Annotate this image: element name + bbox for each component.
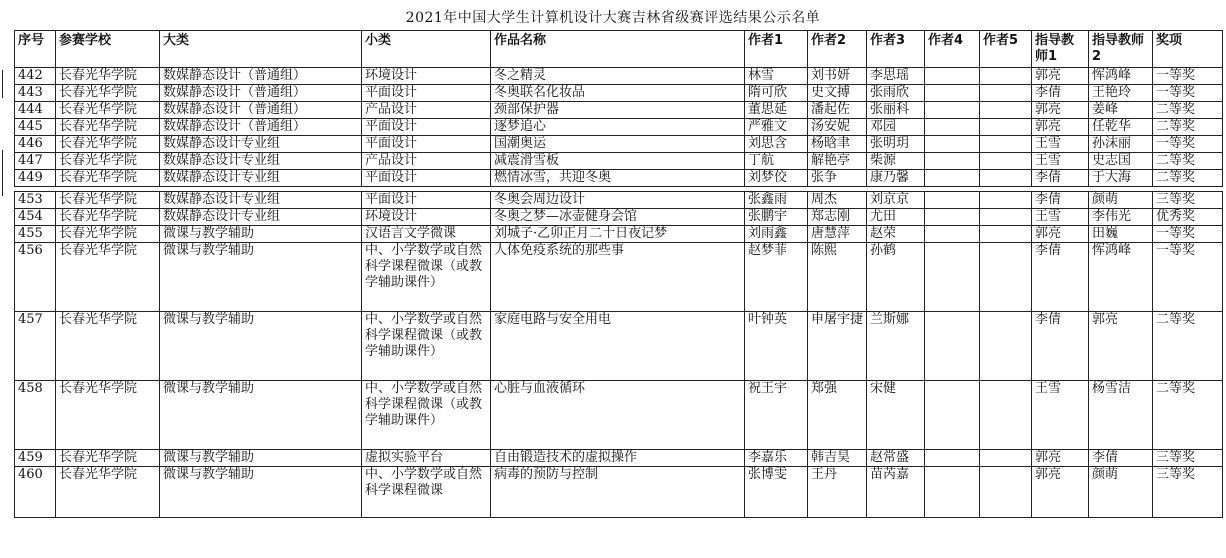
cell-author-5 (980, 119, 1032, 136)
cell-advisor-2: 史志国 (1089, 153, 1153, 170)
cell-author-2: 张争 (808, 170, 867, 187)
cell-advisor-2: 于大海 (1089, 170, 1153, 187)
edge-mark (2, 70, 3, 98)
cell-author-4 (925, 119, 980, 136)
cell-index: 454 (15, 209, 56, 226)
col-header: 作品名称 (491, 31, 745, 68)
cell-index: 459 (15, 450, 56, 467)
cell-author-3: 柴源 (867, 153, 925, 170)
table-row (15, 226, 1223, 243)
cell-award: 二等奖 (1153, 170, 1223, 187)
cell-subcategory: 中、小学数学或自然科学课程微课（或教学辅助课件） (362, 312, 491, 381)
cell-author-4 (925, 192, 980, 209)
cell-award: 三等奖 (1153, 450, 1223, 467)
cell-author-2: 韩吉昊 (808, 450, 867, 467)
cell-category: 微课与教学辅助 (160, 312, 362, 381)
cell-advisor-2: 颜萌 (1089, 467, 1153, 518)
table-row (15, 381, 1223, 450)
cell-award: 二等奖 (1153, 119, 1223, 136)
cell-category: 数媒静态设计（普通组） (160, 102, 362, 119)
cell-school: 长春光华学院 (56, 68, 160, 85)
cell-author-3: 宋健 (867, 381, 925, 450)
results-table (14, 30, 1223, 518)
cell-work-title: 燃情冰雪，共迎冬奥 (491, 170, 745, 187)
table-row (15, 85, 1223, 102)
cell-work-title: 冬奥会周边设计 (491, 192, 745, 209)
cell-category: 微课与教学辅助 (160, 381, 362, 450)
cell-author-4 (925, 381, 980, 450)
cell-author-1: 刘梦佼 (745, 170, 808, 187)
cell-author-5 (980, 85, 1032, 102)
col-header: 指导教师2 (1089, 31, 1153, 68)
cell-advisor-1: 李倩 (1032, 192, 1089, 209)
cell-category: 数媒静态设计专业组 (160, 170, 362, 187)
cell-author-2: 杨晗聿 (808, 136, 867, 153)
cell-author-1: 刘思含 (745, 136, 808, 153)
cell-author-5 (980, 102, 1032, 119)
cell-author-4 (925, 170, 980, 187)
cell-author-3: 孙鹤 (867, 243, 925, 312)
cell-author-1: 李嘉乐 (745, 450, 808, 467)
cell-advisor-1: 李倩 (1032, 170, 1089, 187)
cell-author-1: 严雅文 (745, 119, 808, 136)
cell-category: 微课与教学辅助 (160, 226, 362, 243)
cell-category: 数媒静态设计专业组 (160, 192, 362, 209)
cell-index: 449 (15, 170, 56, 187)
cell-subcategory: 平面设计 (362, 136, 491, 153)
cell-advisor-2: 王艳玲 (1089, 85, 1153, 102)
cell-advisor-1: 王雪 (1032, 209, 1089, 226)
cell-author-2: 解艳亭 (808, 153, 867, 170)
cell-author-1: 张鹏宇 (745, 209, 808, 226)
cell-subcategory: 汉语言文学微课 (362, 226, 491, 243)
cell-author-2: 周杰 (808, 192, 867, 209)
cell-work-title: 国潮奥运 (491, 136, 745, 153)
cell-author-4 (925, 450, 980, 467)
edge-mark (2, 150, 3, 196)
cell-author-5 (980, 209, 1032, 226)
cell-award: 一等奖 (1153, 85, 1223, 102)
col-header: 奖项 (1153, 31, 1223, 68)
cell-author-5 (980, 226, 1032, 243)
cell-award: 二等奖 (1153, 102, 1223, 119)
cell-author-3: 赵荣 (867, 226, 925, 243)
cell-category: 数媒静态设计（普通组） (160, 68, 362, 85)
cell-author-2: 郑强 (808, 381, 867, 450)
cell-index: 445 (15, 119, 56, 136)
cell-author-4 (925, 153, 980, 170)
cell-category: 数媒静态设计专业组 (160, 136, 362, 153)
cell-author-4 (925, 467, 980, 518)
cell-award: 一等奖 (1153, 136, 1223, 153)
cell-category: 数媒静态设计专业组 (160, 153, 362, 170)
cell-advisor-1: 王雪 (1032, 381, 1089, 450)
cell-subcategory: 环境设计 (362, 209, 491, 226)
cell-author-4 (925, 85, 980, 102)
cell-author-2: 申屠宇捷 (808, 312, 867, 381)
table-row (15, 192, 1223, 209)
cell-author-4 (925, 102, 980, 119)
cell-author-5 (980, 153, 1032, 170)
cell-award: 优秀奖 (1153, 209, 1223, 226)
cell-author-1: 丁航 (745, 153, 808, 170)
cell-school: 长春光华学院 (56, 102, 160, 119)
table-row (15, 119, 1223, 136)
cell-author-2: 潘起佐 (808, 102, 867, 119)
cell-author-5 (980, 136, 1032, 153)
cell-award: 三等奖 (1153, 467, 1223, 518)
cell-author-5 (980, 170, 1032, 187)
cell-author-4 (925, 136, 980, 153)
cell-subcategory: 平面设计 (362, 119, 491, 136)
page-title: 2021年中国大学生计算机设计大赛吉林省级赛评选结果公示名单 (405, 10, 821, 26)
cell-advisor-1: 王雪 (1032, 136, 1089, 153)
table-row (15, 467, 1223, 518)
cell-school: 长春光华学院 (56, 243, 160, 312)
cell-category: 数媒静态设计专业组 (160, 209, 362, 226)
cell-award: 二等奖 (1153, 381, 1223, 450)
cell-advisor-1: 王雪 (1032, 153, 1089, 170)
table-row (15, 209, 1223, 226)
cell-index: 443 (15, 85, 56, 102)
cell-advisor-1: 郭亮 (1032, 450, 1089, 467)
cell-category: 数媒静态设计（普通组） (160, 85, 362, 102)
cell-subcategory: 平面设计 (362, 192, 491, 209)
cell-author-1: 祝王宇 (745, 381, 808, 450)
cell-subcategory: 虚拟实验平台 (362, 450, 491, 467)
cell-subcategory: 产品设计 (362, 102, 491, 119)
cell-author-3: 张明玥 (867, 136, 925, 153)
cell-advisor-1: 李倩 (1032, 312, 1089, 381)
cell-index: 458 (15, 381, 56, 450)
cell-advisor-1: 李倩 (1032, 85, 1089, 102)
cell-work-title: 冬奥之梦—冰壶健身会馆 (491, 209, 745, 226)
cell-work-title: 病毒的预防与控制 (491, 467, 745, 518)
cell-advisor-2: 田巍 (1089, 226, 1153, 243)
table-row (15, 243, 1223, 312)
table-row (15, 102, 1223, 119)
cell-advisor-1: 李倩 (1032, 243, 1089, 312)
table-row (15, 312, 1223, 381)
cell-school: 长春光华学院 (56, 450, 160, 467)
cell-school: 长春光华学院 (56, 226, 160, 243)
cell-school: 长春光华学院 (56, 85, 160, 102)
cell-advisor-1: 郭亮 (1032, 68, 1089, 85)
cell-advisor-2: 孙沫丽 (1089, 136, 1153, 153)
cell-author-1: 刘雨鑫 (745, 226, 808, 243)
cell-award: 一等奖 (1153, 226, 1223, 243)
cell-author-1: 隋可欣 (745, 85, 808, 102)
cell-author-3: 苗芮嘉 (867, 467, 925, 518)
cell-author-3: 李思瑶 (867, 68, 925, 85)
cell-index: 460 (15, 467, 56, 518)
cell-author-5 (980, 381, 1032, 450)
cell-author-4 (925, 312, 980, 381)
cell-advisor-2: 姜峰 (1089, 102, 1153, 119)
cell-index: 442 (15, 68, 56, 85)
cell-author-5 (980, 467, 1032, 518)
cell-author-2: 王丹 (808, 467, 867, 518)
col-header: 参赛学校 (56, 31, 160, 68)
cell-author-5 (980, 192, 1032, 209)
cell-author-4 (925, 226, 980, 243)
cell-author-4 (925, 209, 980, 226)
cell-advisor-2: 郭亮 (1089, 312, 1153, 381)
cell-advisor-2: 颜萌 (1089, 192, 1153, 209)
cell-advisor-1: 郭亮 (1032, 467, 1089, 518)
col-header: 作者4 (925, 31, 980, 68)
cell-author-3: 康乃馨 (867, 170, 925, 187)
cell-category: 微课与教学辅助 (160, 450, 362, 467)
cell-work-title: 减震滑雪板 (491, 153, 745, 170)
cell-author-2: 刘书妍 (808, 68, 867, 85)
cell-advisor-2: 任乾华 (1089, 119, 1153, 136)
col-header: 作者5 (980, 31, 1032, 68)
table-row (15, 153, 1223, 170)
cell-author-2: 唐慧萍 (808, 226, 867, 243)
table-row (15, 136, 1223, 153)
cell-author-5 (980, 243, 1032, 312)
table-row (15, 170, 1223, 187)
cell-school: 长春光华学院 (56, 136, 160, 153)
cell-school: 长春光华学院 (56, 119, 160, 136)
cell-author-3: 张雨欣 (867, 85, 925, 102)
cell-author-3: 兰斯娜 (867, 312, 925, 381)
cell-author-4 (925, 68, 980, 85)
cell-author-1: 张博雯 (745, 467, 808, 518)
col-header: 作者2 (808, 31, 867, 68)
cell-author-1: 赵梦菲 (745, 243, 808, 312)
cell-school: 长春光华学院 (56, 209, 160, 226)
cell-advisor-1: 郭亮 (1032, 102, 1089, 119)
table-row (15, 450, 1223, 467)
cell-school: 长春光华学院 (56, 467, 160, 518)
cell-award: 一等奖 (1153, 68, 1223, 85)
col-header: 大类 (160, 31, 362, 68)
cell-school: 长春光华学院 (56, 153, 160, 170)
cell-work-title: 颈部保护器 (491, 102, 745, 119)
cell-index: 455 (15, 226, 56, 243)
cell-category: 微课与教学辅助 (160, 467, 362, 518)
cell-author-4 (925, 243, 980, 312)
cell-work-title: 冬奥联名化妆品 (491, 85, 745, 102)
cell-author-1: 林雪 (745, 68, 808, 85)
cell-award: 一等奖 (1153, 243, 1223, 312)
cell-subcategory: 环境设计 (362, 68, 491, 85)
cell-work-title: 冬之精灵 (491, 68, 745, 85)
cell-subcategory: 中、小学数学或自然科学课程微课 (362, 467, 491, 518)
cell-work-title: 人体免疫系统的那些事 (491, 243, 745, 312)
cell-author-3: 邓园 (867, 119, 925, 136)
cell-author-2: 陈熙 (808, 243, 867, 312)
col-header: 小类 (362, 31, 491, 68)
cell-advisor-2: 恽鸿峰 (1089, 68, 1153, 85)
col-header: 作者3 (867, 31, 925, 68)
cell-advisor-1: 郭亮 (1032, 119, 1089, 136)
cell-index: 457 (15, 312, 56, 381)
cell-award: 三等奖 (1153, 192, 1223, 209)
cell-school: 长春光华学院 (56, 312, 160, 381)
cell-index: 447 (15, 153, 56, 170)
col-header: 序号 (15, 31, 56, 68)
cell-author-1: 叶钟英 (745, 312, 808, 381)
cell-author-3: 赵常盛 (867, 450, 925, 467)
cell-author-2: 汤安妮 (808, 119, 867, 136)
cell-advisor-2: 杨雪洁 (1089, 381, 1153, 450)
cell-index: 456 (15, 243, 56, 312)
cell-author-5 (980, 68, 1032, 85)
cell-school: 长春光华学院 (56, 192, 160, 209)
col-header: 指导教师1 (1032, 31, 1089, 68)
cell-category: 微课与教学辅助 (160, 243, 362, 312)
cell-subcategory: 平面设计 (362, 85, 491, 102)
cell-school: 长春光华学院 (56, 170, 160, 187)
cell-author-3: 张丽科 (867, 102, 925, 119)
cell-advisor-2: 恽鸿峰 (1089, 243, 1153, 312)
cell-index: 444 (15, 102, 56, 119)
cell-work-title: 刘城子·乙卯正月二十日夜记梦 (491, 226, 745, 243)
col-header: 作者1 (745, 31, 808, 68)
cell-advisor-2: 李倩 (1089, 450, 1153, 467)
cell-category: 数媒静态设计（普通组） (160, 119, 362, 136)
cell-author-5 (980, 450, 1032, 467)
cell-work-title: 家庭电路与安全用电 (491, 312, 745, 381)
cell-author-1: 张鑫雨 (745, 192, 808, 209)
cell-author-3: 尤田 (867, 209, 925, 226)
cell-subcategory: 产品设计 (362, 153, 491, 170)
cell-author-2: 郑志刚 (808, 209, 867, 226)
cell-advisor-1: 郭亮 (1032, 226, 1089, 243)
cell-index: 446 (15, 136, 56, 153)
cell-work-title: 心脏与血液循环 (491, 381, 745, 450)
header-row (15, 31, 1223, 68)
cell-author-3: 刘京京 (867, 192, 925, 209)
cell-subcategory: 中、小学数学或自然科学课程微课（或教学辅助课件） (362, 381, 491, 450)
cell-school: 长春光华学院 (56, 381, 160, 450)
cell-author-5 (980, 312, 1032, 381)
table-row (15, 68, 1223, 85)
cell-award: 二等奖 (1153, 312, 1223, 381)
cell-work-title: 逐梦追心 (491, 119, 745, 136)
cell-award: 二等奖 (1153, 153, 1223, 170)
cell-index: 453 (15, 192, 56, 209)
cell-author-2: 史文搏 (808, 85, 867, 102)
cell-author-1: 董思延 (745, 102, 808, 119)
cell-work-title: 自由锻造技术的虚拟操作 (491, 450, 745, 467)
cell-subcategory: 中、小学数学或自然科学课程微课（或教学辅助课件） (362, 243, 491, 312)
cell-subcategory: 平面设计 (362, 170, 491, 187)
cell-advisor-2: 李伟光 (1089, 209, 1153, 226)
